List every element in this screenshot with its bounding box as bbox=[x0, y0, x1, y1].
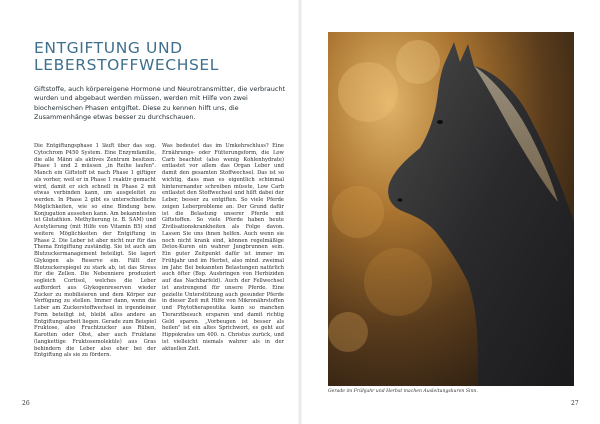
page-number-right: 27 bbox=[571, 400, 579, 407]
chapter-title-line1: ENTGIFTUNG UND bbox=[34, 39, 183, 57]
body-column-right bbox=[162, 143, 284, 352]
chapter-title-line2: LEBERSTOFFWECHSEL bbox=[34, 56, 220, 74]
lead-paragraph: Giftstoffe, auch körpereigene Hormone und Neurotransmitter, die verbraucht wurden und abgebaut werden müssen, werden mit Hilfe von zwei biochemischen Phasen entgiftet. Diese zu kennen hilft uns, die Zusammenhänge etwas besser zu durchschauen. bbox=[34, 85, 286, 122]
photo-caption: Gerade im Frühjahr und Herbst machen Ausleitungskuren Sinn. bbox=[328, 389, 478, 394]
body-column-left bbox=[34, 143, 156, 359]
chapter-title bbox=[34, 40, 284, 74]
page-number-left: 26 bbox=[22, 400, 30, 407]
horse-silhouette-illustration bbox=[328, 32, 574, 386]
horse-photo bbox=[328, 32, 574, 386]
body-text-left: Die Entgiftungsphase 1 läuft über das sog. Cytochrom P450 System. Eine Enzymfamilie, die alle Männ als aktives Zentrum besitzen. Phase 1 und 2 müssen „in Reihe laufen". Manch ein Giftstoff ist nach Phase 1 giftiger als vorher, weil er in Phase 1 reaktiv gemacht wird, damit er sich schnell in Phase 2 mit etwas verbinden kann, um ausgeleitet zu werden. In Phase 2 gibt es unterschiedliche Möglichkeiten, wie so eine Bindung bew. Konjugation aussehen kann. Am bekanntesten ist Glutathion. Methylierung (z. B. SAM) und Acetylierung (mit Hilfe von Vitamin B5) sind weitere Möglichkeiten der Entgiftung in Phase 2. Die Leber ist aber nicht nur für das Thema Entgiftung zuständig. Sie ist auch am Blutzuckermanagement beteiligt. Sie lagert Glykogen als Reserve ein. Fällt der Blutzuckerspiegel zu stark ab, ist das Stress für die Zellen. Die Nebenniere produziert sogleich Cortisol, welches die Leber auffordert aus Glykogenreserven wieder Zucker zu mobilisieren und dem Körper zur Verfügung zu stellen. Immer dann, wenn die Leber am Zuckerstoffwechsel in irgendeiner Form beteiligt ist, bleibt alles andere an Entgiftungsarbeit liegen. Gerade zum Beispiel Fruktose, also Fruchtzucker aus Rüben, Karotten oder Obst, aber auch Fruktane (langkettige Fruktosemoleküle) aus Gras behindern die Leber also eher bei der Entgiftung als sie zu fördern. bbox=[34, 143, 157, 359]
book-gutter bbox=[298, 0, 302, 424]
body-text-right: Was bedeutet das im Umkehrschluss? Eine Ernährungs- oder Fütterungsform, die Low Carb beachtet (also wenig Kohlenhydrate) entlastet vor allem das Organ Leber und damit den gesamten Stoffwechsel. Das ist so wichtig, dass man es eigentlich schimmal hinterernander schreiben müsste, Low Carb entlastet den Stoffwechsel und hilft dabei der Leber, besser zu entgiften. So viele Pferde zeigen Leberprobleme an. Der Grund dafür ist die Belastung unserer Pferde mit Giftstoffen. So viele Pferde haben heute Zivilisationskrankheiten als Folge davon. Lassen Sie uns ihnen helfen. Auch wenn sie noch nicht krank sind, können regelmäßige Detox-Kuren ein wahrer Jungbrunnen sein. Ein guter Zeitpunkt dafür ist immer im Frühjahr und im Herbst, also mind. zweimal im Jahr. Bei bekannten Belastungen natürlich auch öfter (Bsp. Ausbringen von Herbiziden auf das Nachbarfeld). Auch der Fellwechsel ist anstrengend für unsere Pferde. Eine gezielte Unterstützung auch gesunder Pferde in dieser Zeit mit Hilfe von Mikronährstoffen und Phytotherapeutika kann so manchen Tierarztbesuch ersparen und damit richtig Geld sparen. „Vorbeugen ist besser als heilen" ist ein altes Sprichwort, es geht auf Hippokrates um 400. n. Christus zurück, und ist vielleicht niemals wahrer als in der aktuellen Zeit. bbox=[162, 143, 284, 352]
